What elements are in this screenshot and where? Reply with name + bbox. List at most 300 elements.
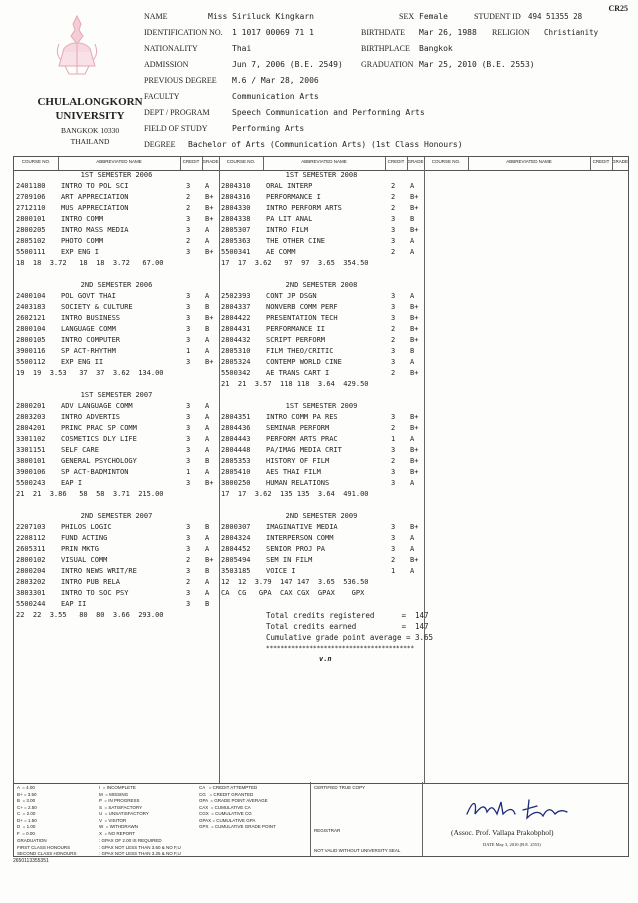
field-label: FIELD OF STUDY [144,124,208,133]
course-name: VISUAL COMM [61,556,108,564]
course-grade: B+ [205,248,214,256]
course-no: 3803301 [16,589,46,597]
table-row [14,181,219,192]
table-row [219,555,424,566]
table-row [219,203,424,214]
end-of-record-stars: ***************************************** [266,645,415,652]
course-name: CONTEMP WORLD CINE [266,358,342,366]
course-name: POL GOVT THAI [61,292,116,300]
course-name: ADV LANGUAGE COMM [61,402,133,410]
course-no: 2800105 [16,336,46,344]
course-name: EAP II [61,600,87,608]
course-no: 2805494 [221,556,251,564]
course-no: 2804330 [221,204,251,212]
table-row [219,236,424,247]
course-grade: A [205,292,210,300]
course-name: HUMAN RELATIONS [266,479,330,487]
student-religion: Christianity [544,28,599,37]
course-credit: 3 [391,479,396,487]
course-grade: B [205,523,210,531]
abbreviation-list [199,785,276,831]
course-credit: 3 [186,523,191,531]
course-grade: B [205,567,210,575]
blank-line [219,500,424,511]
title-line [14,280,219,291]
university-subtitle: UNIVERSITY [55,110,125,122]
summary-line [14,489,219,500]
semester-title: 1ST SEMESTER 2007 [80,391,153,399]
course-credit: 2 [186,237,191,245]
total-text: Cumulative grade point average = 3.65 [266,633,434,642]
course-credit: 3 [391,314,396,322]
course-name: NONVERB COMM PERF [266,303,338,311]
table-row [14,577,219,588]
table-row [14,225,219,236]
course-no: 2605311 [16,545,46,553]
semester-title: 2ND SEMESTER 2008 [285,281,358,289]
student-program: Speech Communication and Performing Arts [232,108,425,117]
blank-line [219,599,424,610]
course-credit: 3 [186,446,191,454]
course-name: INTRO PUB RELA [61,578,121,586]
table-header [14,157,628,171]
course-no: 5500243 [16,479,46,487]
course-name: FUND ACTING [61,534,108,542]
table-row [219,291,424,302]
table-row [219,544,424,555]
course-grade: B+ [205,204,214,212]
registrar-label: REGISTRAR [314,828,341,833]
grade-code-item: X = NO REPORT [99,830,136,836]
course-no: 2805363 [221,237,251,245]
course-credit: 3 [391,468,396,476]
course-grade: B [205,457,210,465]
degree-label: DEGREE [144,140,176,149]
course-no: 2502393 [221,292,251,300]
course-grade: A [205,468,210,476]
student-sex: Female [419,12,448,21]
course-name: CONT JP DSGN [266,292,317,300]
table-row [14,467,219,478]
course-name: SELF CARE [61,446,99,454]
university-country: THAILAND [70,137,110,146]
honours-rule-item: : GPAX NOT LESS THAN 3.25 & NO F,U [99,851,181,856]
table-row [219,335,424,346]
course-grade: A [410,435,415,443]
course-name: THE OTHER CINE [266,237,326,245]
sex-label: SEX [399,12,415,21]
summary-line [219,489,424,500]
title-line [14,511,219,522]
course-no: 2800205 [16,226,46,234]
course-name: INTERPERSON COMM [266,534,334,542]
course-no: 5500112 [16,358,46,366]
course-credit: 1 [186,347,191,355]
university-crest-icon [55,14,99,78]
course-grade: B [205,600,210,608]
course-no: 2805410 [221,468,251,476]
course-no: 2400104 [16,292,46,300]
course-no: 2804448 [221,446,251,454]
course-no: 2804443 [221,435,251,443]
religion-label: RELIGION [492,28,530,37]
title-line [219,170,424,181]
honours-item: FIRST CLASS HONOURS [17,844,71,850]
blank-line [14,379,219,390]
course-credit: 3 [186,182,191,190]
semester-summary: CA CG GPA CAX CGX GPAX GPX [221,589,365,597]
course-grade: B+ [410,303,419,311]
course-no: 2401180 [16,182,46,190]
header-credit-1: CREDIT [182,159,200,164]
table-row [219,368,424,379]
course-no: 2804422 [221,314,251,322]
table-row [14,423,219,434]
semester-title: 2ND SEMESTER 2009 [285,512,358,520]
course-name: INTRO BUSINESS [61,314,121,322]
course-name: INTRO NEWS WRIT/RE [61,567,137,575]
course-grade: B [410,347,415,355]
course-credit: 1 [186,468,191,476]
course-name: PRINC PRAC SP COMM [61,424,137,432]
course-credit: 3 [391,347,396,355]
table-row [14,357,219,368]
header-course-no-1: COURSE NO. [21,159,51,164]
course-no: 2805307 [221,226,251,234]
header-name-3: ABBREVIATED NAME [506,159,552,164]
course-grade: B+ [410,413,419,421]
course-grade: A [205,347,210,355]
table-row [14,599,219,610]
course-credit: 3 [391,358,396,366]
summary-line [14,258,219,269]
course-grade: B+ [205,358,214,366]
semester-summary: 17 17 3.62 135 135 3.64 491.00 [221,490,369,498]
table-row [219,478,424,489]
abbreviation-item: CAX = CUMULATIVE CA [199,804,251,810]
course-name: INTRO COMM [61,215,104,223]
honours-rules-list [99,838,181,858]
course-credit: 2 [391,182,396,190]
header-name-2: ABBREVIATED NAME [301,159,347,164]
table-row [219,522,424,533]
semester-summary: 19 19 3.53 37 37 3.62 134.00 [16,369,164,377]
summary-line [219,588,424,599]
course-name: PHILOS LOGIC [61,523,112,531]
blank-line [14,500,219,511]
table-row [14,236,219,247]
header-course-no-3: COURSE NO. [431,159,461,164]
course-credit: 3 [186,435,191,443]
course-grade: B+ [410,369,419,377]
course-name: INTRO TO SOC PSY [61,589,129,597]
course-grade: A [410,358,415,366]
nationality-label: NATIONALITY [144,44,198,53]
course-credit: 2 [391,248,396,256]
blank-line [219,269,424,280]
course-no: 5500111 [16,248,46,256]
course-credit: 3 [186,545,191,553]
birthplace-label: BIRTHPLACE [361,44,410,53]
course-no: 3503185 [221,567,251,575]
course-credit: 1 [391,567,396,575]
header-grade-2: GRADE [407,159,424,164]
table-row [14,192,219,203]
grade-scale-item: A = 4.00 [17,785,35,790]
table-row [14,555,219,566]
faculty-label: FACULTY [144,92,180,101]
course-grade: A [205,182,210,190]
course-name: SEMINAR PERFORM [266,424,330,432]
course-no: 3800101 [16,457,46,465]
stars-line [219,643,424,654]
course-grade: A [410,479,415,487]
table-row [14,445,219,456]
title-line [14,390,219,401]
grade-code-item: V = VISITOR [99,817,127,823]
grade-scale-item: C+ = 2.50 [17,804,37,810]
form-code: CR25 [608,4,628,13]
course-credit: 3 [391,215,396,223]
course-credit: 3 [186,248,191,256]
blank-line [219,390,424,401]
header-grade-3: GRADE [612,159,629,164]
semester-summary: 12 12 3.79 147 147 3.65 536.50 [221,578,369,586]
course-grade: B [205,303,210,311]
table-row [14,203,219,214]
course-credit: 3 [391,413,396,421]
course-name: IMAGINATIVE MEDIA [266,523,338,531]
course-name: PA/IMAG MEDIA CRIT [266,446,342,454]
header-credit-2: CREDIT [387,159,405,164]
course-name: AE TRANS CART I [266,369,330,377]
course-name: INTRO PERFORM ARTS [266,204,342,212]
initials: v.n [319,655,332,663]
course-no: 2804316 [221,193,251,201]
course-grade: A [410,534,415,542]
course-name: INTRO TO POL SCI [61,182,129,190]
blank-line [14,269,219,280]
course-name: PA LIT ANAL [266,215,313,223]
idno-label: IDENTIFICATION NO. [144,28,223,37]
semester-summary: 18 18 3.72 18 18 3.72 67.00 [16,259,164,267]
abbreviation-item: CG = CREDIT GRANTED [199,791,254,797]
student-field: Performing Arts [232,124,305,133]
course-name: PERFORM ARTS PRAC [266,435,338,443]
course-grade: A [410,567,415,575]
course-grade: A [410,545,415,553]
course-credit: 3 [391,303,396,311]
course-no: 2800204 [16,567,46,575]
honours-list [17,838,77,858]
signature-date: DATE May 3, 2010 (B.E. 2553) [483,842,541,847]
student-graduation: Mar 25, 2010 (B.E. 2553) [419,60,535,69]
course-grade: B+ [205,193,214,201]
course-name: AE COMM [266,248,296,256]
course-credit: 3 [186,534,191,542]
table-row [219,346,424,357]
table-row [219,357,424,368]
course-no: 2803203 [16,413,46,421]
course-credit: 3 [186,358,191,366]
course-grade: A [205,545,210,553]
total-text: Total credits registered = 147 [266,611,429,620]
course-name: AES THAI FILM [266,468,321,476]
course-no: 2804436 [221,424,251,432]
course-credit: 3 [186,226,191,234]
table-row [219,533,424,544]
course-grade: B+ [205,479,214,487]
grade-scale-item: B+ = 3.50 [17,791,37,797]
birthdate-label: BIRTHDATE [361,28,405,37]
table-row [14,522,219,533]
grade-legend [13,782,629,857]
honours-item: GRADUATION [17,838,47,843]
course-grade: A [205,402,210,410]
course-grade: A [205,336,210,344]
course-name: PHOTO COMM [61,237,104,245]
document-code: 2650113355351 [13,858,49,864]
course-name: SP ACT-BADMINTON [61,468,129,476]
student-faculty: Communication Arts [232,92,319,101]
grade-scale-list [17,785,37,837]
course-name: EXP ENG II [61,358,104,366]
table-row [219,445,424,456]
table-row [219,434,424,445]
course-grade: B+ [410,204,419,212]
abbreviation-item: GPX = CUMULATIVE GRADE POINT [199,824,276,829]
table-row [14,434,219,445]
course-credit: 3 [391,237,396,245]
table-row [219,192,424,203]
semester-summary: 21 21 3.86 58 58 3.71 215.00 [16,490,164,498]
course-no: 2800201 [16,402,46,410]
admission-label: ADMISSION [144,60,189,69]
title-line [14,170,219,181]
course-name: SEM IN FILM [266,556,313,564]
course-no: 2709106 [16,193,46,201]
course-credit: 2 [186,204,191,212]
transcript-column-left [14,170,219,621]
abbreviation-item: CA = CREDIT ATTEMPTED [199,785,258,790]
course-credit: 2 [186,578,191,586]
course-name: ART APPRECIATION [61,193,129,201]
course-grade: A [410,237,415,245]
course-name: PERFORMANCE I [266,193,321,201]
course-no: 2804431 [221,325,251,333]
name-label: NAME [144,12,168,21]
grade-scale-item: F = 0.00 [17,830,35,836]
table-row [219,456,424,467]
grade-code-item: S = SATISFACTORY [99,804,143,810]
grade-code-item: I = INCOMPLETE [99,785,136,790]
summary-line [14,368,219,379]
total-line [219,610,429,621]
course-no: 2804351 [221,413,251,421]
semester-summary: 21 21 3.57 118 118 3.64 429.50 [221,380,369,388]
course-credit: 2 [391,369,396,377]
course-name: COSMETICS DLY LIFE [61,435,137,443]
total-line [219,621,429,632]
course-credit: 2 [391,193,396,201]
semester-summary: 17 17 3.62 97 97 3.65 354.50 [221,259,369,267]
course-no: 3301102 [16,435,46,443]
course-credit: 3 [186,413,191,421]
course-no: 3900116 [16,347,46,355]
course-grade: B [205,325,210,333]
course-credit: 3 [186,325,191,333]
course-credit: 3 [186,292,191,300]
header-credit-3: CREDIT [592,159,610,164]
table-row [219,313,424,324]
course-grade: B+ [410,556,419,564]
course-grade: B+ [410,314,419,322]
honours-rule-item: : GPAX NOT LESS THAN 3.60 & NO F,U [99,844,181,850]
course-credit: 3 [391,292,396,300]
table-row [14,478,219,489]
course-no: 2712110 [16,204,46,212]
course-name: PRIN MKTG [61,545,99,553]
prev-degree-label: PREVIOUS DEGREE [144,76,217,85]
grade-code-item: P = IN PROGRESS [99,798,140,803]
header-name-1: ABBREVIATED NAME [96,159,142,164]
table-row [14,533,219,544]
course-grade: A [205,435,210,443]
certified-true-copy: CERTIFIED TRUE COPY [314,785,366,790]
semester-title: 1ST SEMESTER 2008 [285,171,358,179]
semester-title: 1ST SEMESTER 2006 [80,171,153,179]
course-name: EAP I [61,479,83,487]
student-degree: Bachelor of Arts (Communication Arts) (1st Class Honours) [188,140,463,149]
course-credit: 2 [391,457,396,465]
grade-scale-item: D = 1.00 [17,824,36,829]
abbreviation-item: CGX = CUMULATIVE CG [199,811,252,816]
course-grade: B+ [205,314,214,322]
table-row [219,181,424,192]
course-no: 3900106 [16,468,46,476]
university-city: BANGKOK 10330 [60,126,120,135]
table-row [219,302,424,313]
course-name: INTRO FILM [266,226,309,234]
course-no: 2805353 [221,457,251,465]
honours-rule-item: : GPAX OF 2.00 IS REQUIRED [99,838,162,843]
course-grade: A [205,226,210,234]
abbreviation-item: GPAX = CUMULATIVE GPA [199,817,256,823]
course-credit: 3 [186,303,191,311]
course-no: 2602121 [16,314,46,322]
course-grade: B+ [410,193,419,201]
course-name: SENIOR PROJ PA [266,545,326,553]
summary-line [219,577,424,588]
course-name: MUS APPRECIATION [61,204,129,212]
student-idno: 1 1017 00069 71 1 [232,28,314,37]
student-admission: Jun 7, 2006 (B.E. 2549) [232,60,343,69]
summary-line [219,258,424,269]
course-no: 2804452 [221,545,251,553]
grade-code-item: M = MISSING [99,791,129,797]
course-name: LANGUAGE COMM [61,325,116,333]
course-name: PRESENTATION TECH [266,314,338,322]
course-grade: B+ [205,215,214,223]
course-name: INTRO ADVERTIS [61,413,121,421]
registrar-name: (Assoc. Prof. Vallapa Prakobphol) [451,828,554,837]
course-credit: 3 [186,567,191,575]
course-grade: B+ [410,468,419,476]
abbreviation-item: GPA = GRADE POINT AVERAGE [199,798,268,803]
course-credit: 2 [391,204,396,212]
course-name: SOCIETY & CULTURE [61,303,133,311]
header-course-no-2: COURSE NO. [226,159,256,164]
